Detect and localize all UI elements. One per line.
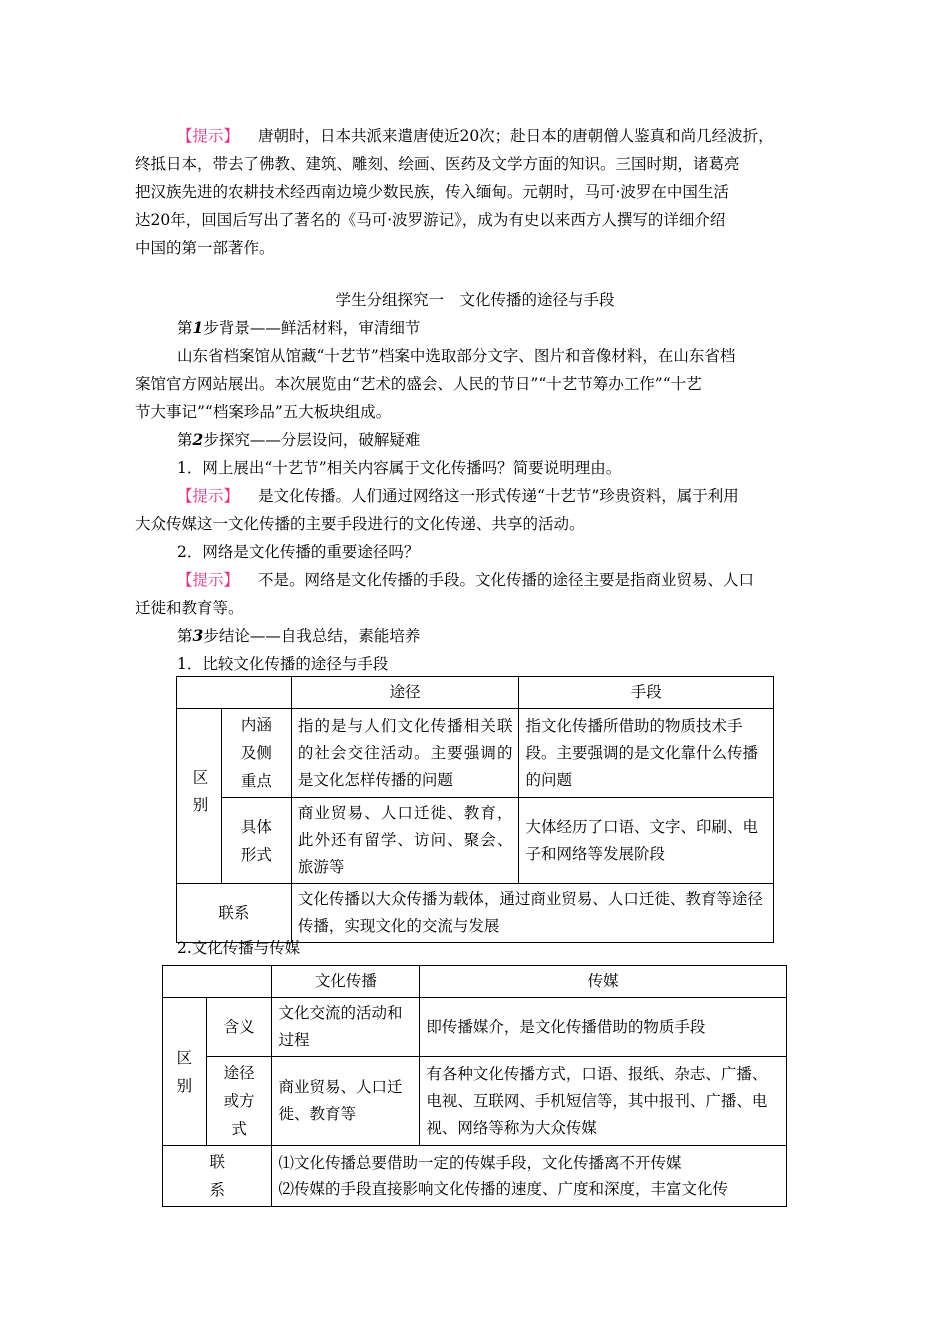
table2-link-text: ⑴文化传播总要借助一定的传媒手段，文化传播离不开传媒 ⑵传媒的手段直接影响文化传播的速度、广度和深度，丰富文化传 [272,1146,787,1207]
hint-label: 【提示】 [177,127,240,145]
table1-title: 1．比较文化传播的途径与手段 [177,655,389,673]
table1-row-meaning [177,709,774,798]
table1-r2-label: 具体 形式 [221,798,291,884]
table2-head-media: 传媒 [420,966,787,998]
table1-r1-means: 指文化传播所借助的物质技术手段。主要强调的是文化靠什么传播的问题 [519,709,774,798]
table1-r2-path: 商业贸易、人口迁徙、教育，此外还有留学、访问、聚会、旅游等 [291,798,519,884]
background-line-1: 山东省档案馆从馆藏“十艺节”档案中选取部分文字、图片和音像材料，在山东省档 [177,347,736,365]
answer-2-line-2: 迁徙和教育等。 [135,599,244,617]
answer-1-line-2: 大众传媒这一文化传播的主要手段进行的文化传递、共享的活动。 [135,515,585,533]
table1-r1-label: 内涵 及侧 重点 [221,709,291,798]
question-1: 1．网上展出“十艺节”相关内容属于文化传播吗？简要说明理由。 [177,459,622,477]
intro-hint-line-4: 达20年，回国后写出了著名的《马可·波罗游记》，成为有史以来西方人撰写的详细介绍 [135,211,726,229]
table1-group-label: 区别 [177,709,222,884]
table2-row-link [163,1146,787,1207]
question-2: 2．网络是文化传播的重要途径吗？ [177,543,420,561]
answer-2-line-1: 【提示】 不是。网络是文化传播的手段。文化传播的途径主要是指商业贸易、人口 [177,571,754,589]
step3-heading: 第3步结论——自我总结，素能培养 [177,626,421,645]
background-line-2: 案馆官方网站展出。本次展览由“艺术的盛会、人民的节日”“十艺节筹办工作”“十艺 [135,375,702,393]
background-line-3: 节大事记”“档案珍品”五大板块组成。 [135,403,392,421]
table2-r1-label: 含义 [206,998,272,1057]
hint-label: 【提示】 [177,487,240,505]
intro-hint-line-2: 终抵日本，带去了佛教、建筑、雕刻、绘画、医药及文学方面的知识。三国时期，诸葛亮 [135,155,740,173]
step2-heading: 第2步探究——分层设问，破解疑难 [177,430,421,449]
step1-heading: 第1步背景——鲜活材料，审清细节 [177,318,421,337]
table2-head-culture: 文化传播 [272,966,420,998]
table1-head-means: 手段 [519,677,774,709]
table2-header-row [163,966,787,998]
table2-r1-media: 即传播媒介，是文化传播借助的物质手段 [420,998,787,1057]
table2-r2-culture: 商业贸易、人口迁徙、教育等 [272,1057,420,1146]
table2-corner [163,966,272,998]
table2-group-label: 区 别 [163,998,207,1146]
table2-r1-culture: 文化交流的活动和过程 [272,998,420,1057]
table1-corner [177,677,292,709]
table2-title: 2.文化传播与传媒 [177,939,301,957]
table2-r2-media: 有各种文化传播方式，口语、报纸、杂志、广播、电视、互联网、手机短信等，其中报刊、广播、电视、网络等称为大众传媒 [420,1057,787,1146]
table1-header-row [177,677,774,709]
table1-link-label: 联系 [177,884,292,943]
table1-head-path: 途径 [291,677,519,709]
section-title: 学生分组探究一 文化传播的途径与手段 [335,291,615,309]
table1-link-text: 文化传播以大众传播为载体，通过商业贸易、人口迁徙、教育等途径传播，实现文化的交流与发展 [291,884,773,943]
table2-r2-label: 途径 或方 式 [206,1057,272,1146]
table2-link-label: 联 系 [163,1146,272,1207]
comparison-table-1 [176,676,774,943]
hint-label: 【提示】 [177,571,240,589]
intro-hint-line-5: 中国的第一部著作。 [135,239,275,257]
table2-row-meaning [163,998,787,1057]
answer-1-line-1: 【提示】 是文化传播。人们通过网络这一形式传递“十艺节”珍贵资料，属于利用 [177,487,739,505]
comparison-table-2 [162,965,787,1207]
table1-r2-means: 大体经历了口语、文字、印刷、电子和网络等发展阶段 [519,798,774,884]
table2-row-ways [163,1057,787,1146]
intro-hint-line-3: 把汉族先进的农耕技术经西南边境少数民族，传入缅甸。元朝时，马可·波罗在中国生活 [135,183,729,201]
table1-r1-path: 指的是与人们文化传播相关联的社会交往活动。主要强调的是文化怎样传播的问题 [291,709,519,798]
table1-row-forms [177,798,774,884]
intro-hint-line-1: 【提示】 唐朝时，日本共派来遣唐使近20次；赴日本的唐朝僧人鉴真和尚几经波折， [177,127,774,145]
